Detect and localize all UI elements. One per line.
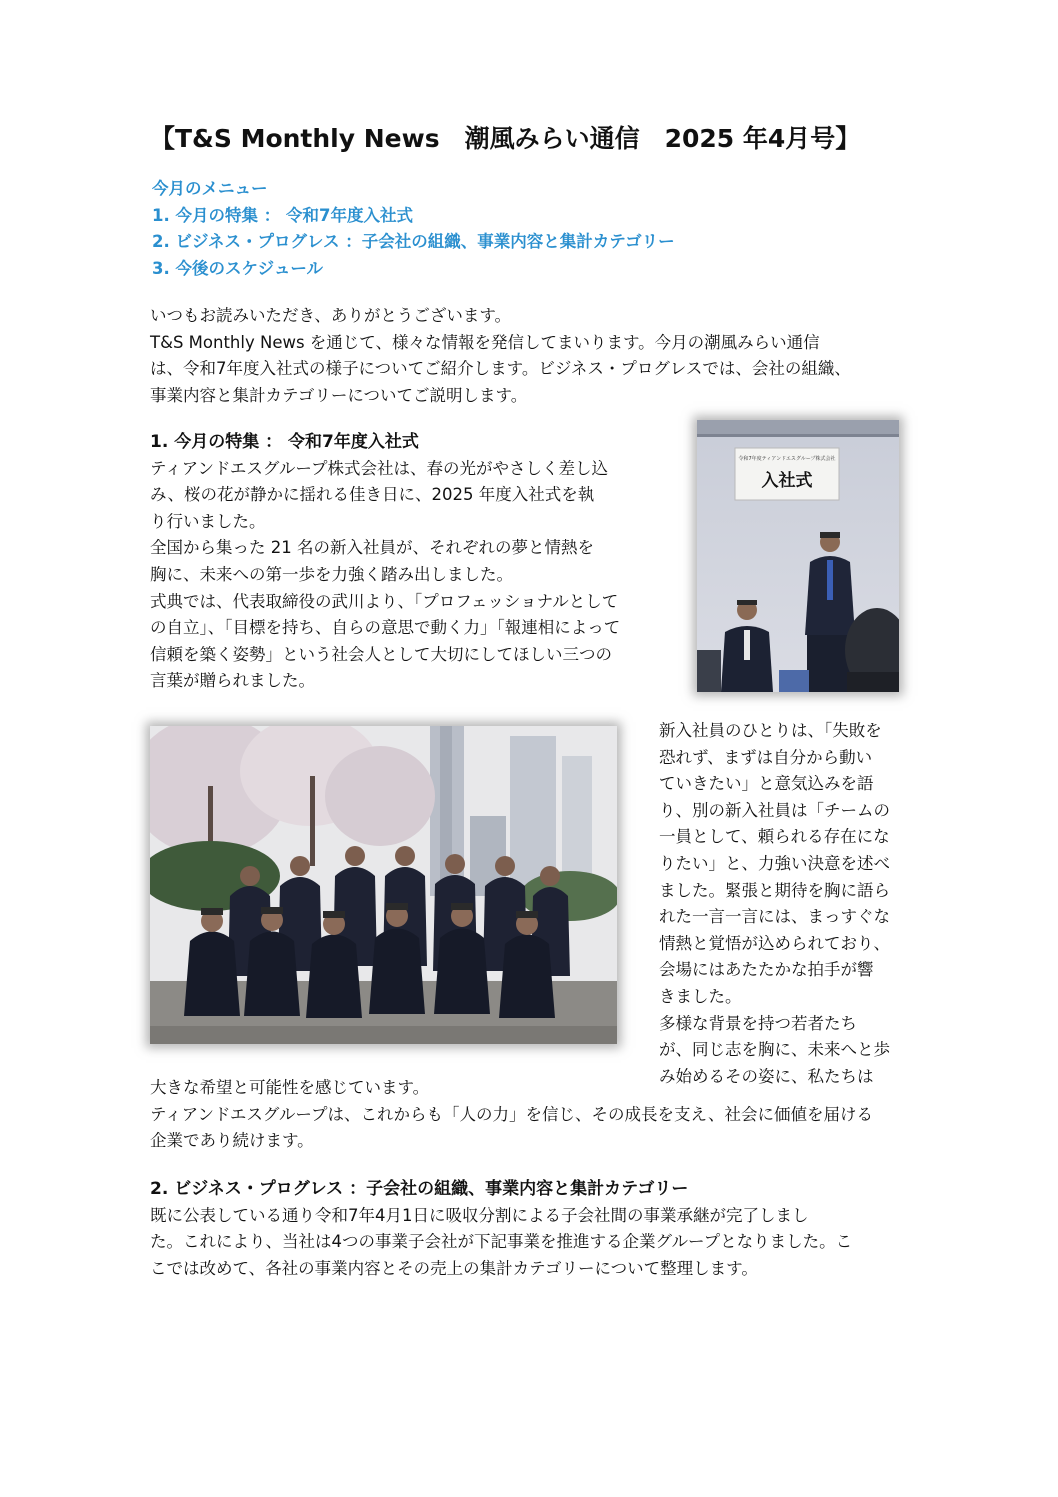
text-line: 全国から集った 21 名の新入社員が、それぞれの夢と情熱を [150,538,594,558]
text-line: きました。 [659,986,742,1006]
text-line: 事業内容と集計カテゴリーについてご説明します。 [150,385,528,405]
text-line: は、令和7年度入社式の様子についてご紹介します。ビジネス・プログレスでは、会社の組織、 [150,359,851,379]
text-line: り、別の新入社員は「チームの [659,800,890,820]
text-line: こでは改めて、各社の事業内容とその売上の集計カテゴリーについて整理します。 [150,1258,758,1278]
section1-side-text [659,718,911,1090]
text-line: T&S Monthly News を通じて、様々な情報を発信してまいります。今月の潮風みらい通信 [150,332,820,352]
section2-heading: 2. ビジネス・プログレス ：子会社の組織、事業内容と集計カテゴリー [150,1179,689,1199]
text-line: れた一言一言には、まっすぐな [659,907,890,927]
menu-item: 3. 今後のスケジュール [152,258,324,278]
menu-heading: 今月のメニュー [152,179,268,198]
text-line: み、桜の花が静かに揺れる佳き日に、2025 年度入社式を執 [150,485,595,505]
section1-heading: 1. 今月の特集 ： 令和7年度入社式 [150,432,419,452]
text-line: 式典では、代表取締役の武川より、「プロフェッショナルとして [150,591,619,611]
section1-closing [150,1075,912,1155]
page-title: 【T&S Monthly News 潮風みらい通信 2025 年4月号】 [150,124,861,153]
banner-subtext: 令和7年度ティアンドエスグループ株式会社 [738,456,836,462]
text-line: りたい」と、力強い決意を述べ [659,853,890,873]
text-line: 信頼を築く姿勢」という社会人として大切にしてほしい三つの [150,644,612,664]
text-line: ティアンドエスグループは、これからも「人の力」を信じ、その成長を支え、社会に価値を届ける [150,1104,874,1124]
text-line: 企業であり続けます。 [150,1131,314,1151]
text-line: いつもお読みいただき、ありがとうございます。 [150,306,512,325]
group-photo-image [150,726,617,1044]
text-line: 胸に、未来への第一歩を力強く踏み出しました。 [150,564,513,584]
text-line: た。これにより、当社は4つの事業子会社が下記事業を推進する企業グループとなりました。こ [150,1232,853,1252]
text-line: が、同じ志を胸に、未来へと歩 [659,1040,890,1060]
group-photo [150,726,617,1044]
text-line: ました。緊張と期待を胸に語ら [659,880,890,900]
banner-text: 入社式 [761,471,813,491]
text-line: 新入社員のひとりは、「失敗を [659,721,882,740]
ceremony-photo-image [697,420,899,692]
text-line: 恐れず、まずは自分から動い [659,747,873,767]
text-line: 一員として、頼られる存在にな [659,827,890,847]
menu-item: 2. ビジネス・プログレス ：子会社の組織、事業内容と集計カテゴリー [152,232,675,251]
text-line: ティアンドエスグループ株式会社は、春の光がやさしく差し込 [150,458,609,478]
section2 [150,1176,912,1282]
menu [152,176,912,282]
intro-paragraph [150,303,912,409]
text-line: り行いました。 [150,511,266,531]
text-line: の自立」、「目標を持ち、自らの意思で動く力」「報連相によって [150,618,621,638]
text-line: み始めるその姿に、私たちは [659,1066,874,1086]
text-line: 大きな希望と可能性を感じています。 [150,1078,430,1097]
text-line: 既に公表している通り令和7年4月1日に吸収分割による子会社間の事業承継が完了しまし [150,1205,809,1225]
text-line: 情熱と覚悟が込められており、 [659,933,890,953]
menu-item: 1. 今月の特集 ： 令和7年度入社式 [152,205,413,225]
text-line: 会場にはあたたかな拍手が響 [659,960,874,980]
ceremony-photo [697,420,899,692]
text-line: 多様な背景を持つ若者たち [659,1013,857,1033]
text-line: ていきたい」と意気込みを語 [659,774,874,794]
text-line: 言葉が贈られました。 [150,671,315,691]
section1 [150,429,650,695]
